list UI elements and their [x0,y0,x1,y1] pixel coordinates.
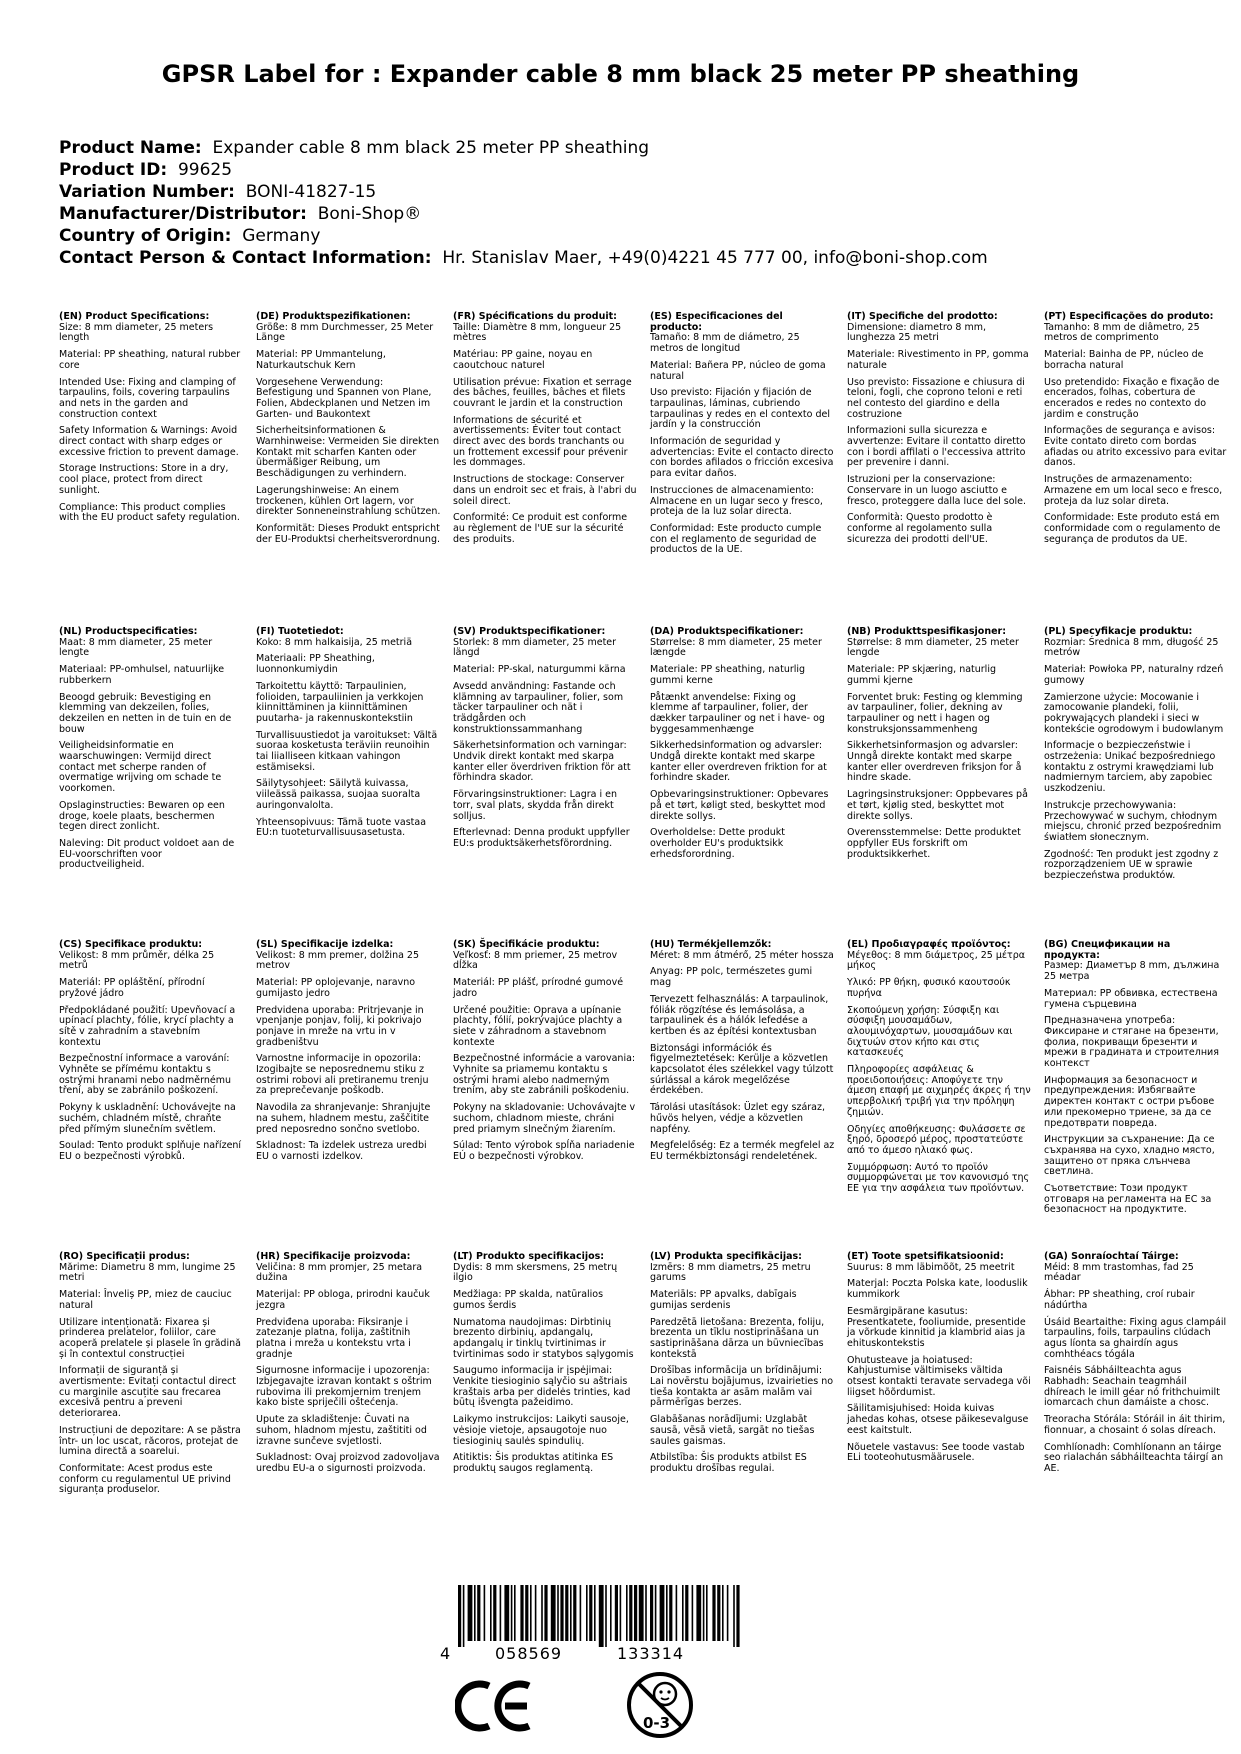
spec-block-line: Faisnéis Sábháilteachta agus Rabhadh: Seachain teagmháil dhíreach le imill géar nó frithchuimilt iomarcach chun damáiste a chosc. [1044,1365,1220,1409]
spec-block-line: Izmērs: 8 mm diametrs, 25 metru garums [650,1261,811,1284]
barcode-bar [692,1585,694,1641]
barcode-bar [722,1585,724,1641]
barcode-bar [682,1585,684,1641]
spec-block-line: Material: PP Ummantelung, Naturkautschuk Kern [256,349,386,371]
barcode-bar [511,1585,513,1641]
meta-label: Country of Origin: [59,226,232,246]
not-suitable-under-3-icon [625,1670,695,1745]
spec-block [453,627,638,850]
spec-block-line: Uso previsto: Fijación y fijación de tarpaulinas, láminas, cubriendo tarpaulinas y redes en el contexto del jardín y la construcción [650,387,830,431]
meta-row [59,137,1219,159]
barcode-bar [650,1585,653,1641]
spec-block [1044,1252,1229,1475]
product-meta [59,137,1219,269]
spec-block-heading: (SL) Specifikacije izdelka: [256,939,394,950]
barcode-bar [634,1585,637,1641]
spec-block-line: Material: PP-skal, naturgummi kärna [453,664,626,676]
spec-block-heading: (LT) Produkto specifikacijos: [453,1251,605,1262]
spec-block-line: Overensstemmelse: Dette produktet oppfyller EUs forskrift om produktsikkerhet. [847,827,1021,860]
spec-block-line: Méid: 8 mm trastomhas, fad 25 méadar [1044,1261,1194,1284]
barcode-bar [669,1585,672,1641]
spec-block-line: Σκοπούμενη χρήση: Σύσφιξη και σύσφιξη μουσαμάδων, αλουμινόχαρτων, μουσαμάδων και διχτυών στον κήπο και στις κατασκευές [847,1004,1013,1059]
meta-row [59,159,1219,181]
barcode-bar [589,1585,592,1641]
spec-block-line: Tárolási utasítások: Üzlet egy száraz, hűvös helyen, védje a közvetlen napfény. [650,1102,825,1135]
spec-block-heading: (EL) Προδιαγραφές προϊόντος: [847,939,1011,950]
barcode-bar [733,1585,735,1647]
barcode-bar [573,1585,576,1641]
barcode-bar [703,1585,705,1641]
barcode-bar [610,1585,612,1641]
spec-block-line: Tervezett felhasználás: A tarpaulinok, fóliák rögzítése és lemásolása, a tarpaulinek és a hálók lefedése a kertben és az építési kontextusban [650,993,829,1037]
spec-block-line: Säilitamisjuhised: Hoida kuivas jahedas kohas, otsese päikesevalguse eest kaitstult. [847,1403,1029,1436]
spec-block-line: Размер: Диаметър 8 mm, дължина 25 метра [1044,960,1220,983]
spec-block-line: Materiaal: PP-omhulsel, natuurlijke rubberkern [59,664,225,686]
spec-block-line: Οδηγίες αποθήκευσης: Φυλάσσετε σε ξηρό, δροσερό μέρος, προστατεύστε από το άμεσο ηλιακό φως. [847,1123,1026,1156]
spec-block-line: Storlek: 8 mm diameter, 25 meter längd [453,636,617,659]
barcode-bar [565,1585,568,1641]
barcode-bar [712,1585,715,1641]
spec-block-line: Материал: PP обвивка, естествена гумена сърцевина [1044,987,1218,1010]
meta-label: Product ID: [59,160,168,180]
spec-block-line: Méret: 8 mm átmérő, 25 méter hossza [650,949,834,961]
barcode-bar [727,1585,729,1641]
spec-block-line: Comhlíonadh: Comhlíonann an táirge seo rialachán sábháilteachta táirgí an AE. [1044,1441,1224,1474]
spec-block-line: Predvidena uporaba: Pritrjevanje in vpenjanje ponjav, folij, ki pokrivajo ponjave in mreže na vrtu in v gradbeništvu [256,1004,424,1048]
spec-block-line: Forventet bruk: Festing og klemming av tarpauliner, folier, dekning av tarpauliner og nett i hagen og konstruksjonssammenheng [847,691,1023,735]
spec-block-line: Πληροφορίες ασφάλειας & προειδοποιήσεις: Αποφύγετε την άμεση επαφή με αιχμηρές άκρες ή την υπερβολική τριβή για την πρόληψη ζημιών. [847,1064,1031,1118]
spec-block-line: Uso previsto: Fissazione e chiusura di teloni, fogli, che coprono teloni e reti nel contesto del giardino e della costruzione [847,376,1025,420]
barcode-bar [484,1585,486,1641]
barcode-bar [580,1585,582,1641]
spec-block-line: Materiál: PP opláštění, přírodní pryžové jádro [59,977,205,999]
spec-block-line: Informazioni sulla sicurezza e avvertenze: Evitare il contatto diretto con i bordi affilati o l'eccessiva attrito per prevenire i danni. [847,425,1026,469]
barcode-bar [706,1585,708,1641]
spec-block-line: Istruzioni per la conservazione: Conservare in un luogo asciutto e fresco, proteggere dalla luce del sole. [847,474,1027,507]
barcode-bar [530,1585,532,1641]
spec-block-line: Veiligheidsinformatie en waarschuwingen: Vermijd direct contact met scherpe randen of overmatige wrijving om schade te voorkomen. [59,740,222,795]
spec-block-line: Conformité: Ce produit est conforme au règlement de l'UE sur la sécurité des produits. [453,512,628,545]
spec-block-line: Ábhar: PP sheathing, croí rubair nádúrtha [1044,1289,1195,1311]
spec-block-line: Matériau: PP gaine, noyau en caoutchouc naturel [453,349,593,371]
barcode-bar [605,1585,607,1647]
spec-block-line: Materiāls: PP apvalks, dabīgais gumijas serdenis [650,1289,797,1311]
spec-block [256,1252,441,1475]
spec-block-line: Sicherheitsinformationen & Warnhinweise: Vermeiden Sie direkten Kontakt mit scharfen Kanten oder übermäßiger Reibung, um Beschädigungen zu verhindern. [256,425,440,480]
barcode-bar [570,1585,572,1641]
spec-block-line: Eesmärgipärane kasutus: Presentkatete, fooliumide, presentide ja võrkude kinnitid ja klambrid aias ja ehituskontekstis [847,1305,1026,1349]
spec-block-line: Mărime: Diametru 8 mm, lungime 25 metri [59,1261,236,1284]
barcode-bar [463,1585,465,1647]
spec-block [59,312,244,524]
spec-block-line: Conformità: Questo prodotto è conforme al regolamento sulla sicurezza dei prodotti dell'UE. [847,512,993,545]
spec-block-line: Size: 8 mm diameter, 25 meters length [59,321,214,344]
meta-label: Manufacturer/Distributor: [59,204,307,224]
spec-block [256,312,441,545]
barcode-bar [514,1585,516,1641]
spec-block-heading: (NL) Productspecificaties: [59,626,198,637]
spec-block [453,312,638,545]
spec-block-line: Predviđena uporaba: Fiksiranje i zatezanje platna, folija, zaštitnih platna i mreža u kontekstu vrta i gradnje [256,1316,411,1360]
barcode-bar [717,1585,720,1641]
page-title: GPSR Label for : Expander cable 8 mm black 25 meter PP sheathing [161,60,1080,88]
spec-block-line: Bezpečnostní informace a varování: Vyhněte se přímému kontaktu s ostrými hranami nebo nadměrnému tření, aby se zabránilo poškození. [59,1053,232,1097]
spec-block-line: Předpokládané použití: Upevňovací a upínací plachty, fólie, krycí plachty a sítě v zahradním a stavebním kontextu [59,1004,236,1048]
spec-block-line: Größe: 8 mm Durchmesser, 25 Meter Länge [256,321,434,344]
spec-block-line: Информация за безопасност и предупреждения: Избягвайте директен контакт с остри ръбове или прекомерно триене, за да се предотврати повреда. [1044,1074,1215,1129]
spec-block-line: Yhteensopivuus: Tämä tuote vastaa EU:n tuoteturvallisuusasetusta. [256,816,427,839]
spec-block-heading: (DE) Produktspezifikationen: [256,311,411,322]
barcode-bar [474,1585,476,1641]
spec-block-line: Velikost: 8 mm premer, dolžina 25 metrov [256,949,420,972]
meta-value: Expander cable 8 mm black 25 meter PP sheathing [212,138,650,158]
meta-row [59,203,1219,225]
spec-block-line: Upute za skladištenje: Čuvati na suhom, hladnom mjestu, zaštititi od izravne sunčeve svjetlosti. [256,1414,427,1447]
barcode-bar [477,1585,480,1641]
spec-block [256,940,441,1163]
spec-block-line: Veličina: 8 mm promjer, 25 metara dužina [256,1261,423,1284]
spec-block [59,627,244,871]
spec-block-line: Sikkerhedsinformation og advarsler: Undgå direkte kontakt med skarpe kanter eller overdreven friktion for at forhindre skader. [650,740,827,784]
spec-block-line: Material: Bañera PP, núcleo de goma natural [650,359,826,382]
spec-block-line: Instruções de armazenamento: Armazene em um local seco e fresco, proteja da luz solar direta. [1044,474,1223,507]
barcode-bar [504,1585,509,1641]
spec-block-line: Instrukcje przechowywania: Przechowywać w suchym, chłodnym miejscu, chronić przed bezpośrednim światłem słonecznym. [1044,799,1222,843]
barcode-bar [666,1585,668,1641]
spec-block-line: Material: PP sheathing, natural rubber core [59,349,241,371]
spec-block-line: Koko: 8 mm halkaisija, 25 metriä [256,636,413,648]
spec-block-line: Tamaño: 8 mm de diámetro, 25 metros de longitud [650,332,800,355]
barcode-bar [490,1585,492,1641]
spec-block-line: Turvallisuustiedot ja varoitukset: Vältä suoraa kosketusta teräviin reunoihin tai liialliseen kitkaan vahingon estämiseksi. [256,729,438,773]
barcode-bar [468,1585,473,1641]
spec-block-line: Materiał: Powłoka PP, naturalny rdzeń gumowy [1044,664,1224,686]
spec-block-heading: (LV) Produkta specifikācijas: [650,1251,802,1262]
barcode-digit-first: 4 [440,1644,451,1663]
barcode-bar [594,1585,596,1641]
barcode-bar [493,1585,496,1641]
barcode-bar [645,1585,647,1641]
spec-block-line: Opslaginstructies: Bewaren op een droge, koele plaats, beschermen tegen direct zonlicht. [59,799,225,833]
spec-block-line: Uso pretendido: Fixação e fixação de encerados, folhas, cobertura de encerados e redes no contexto do jardim e construção [1044,376,1220,420]
spec-block-heading: (HU) Termékjellemzők: [650,939,772,950]
barcode-bar [544,1585,547,1641]
barcode-bar [736,1585,739,1647]
spec-block [650,1252,835,1475]
barcode-bar [551,1585,556,1641]
spec-block [453,1252,638,1475]
spec-block-heading: (PT) Especificações do produto: [1044,311,1214,322]
spec-block-heading: (GA) Sonraíochtaí Táirge: [1044,1251,1179,1262]
spec-block-heading: (RO) Specificații produs: [59,1251,190,1262]
spec-block-line: Lagerungshinweise: An einem trockenen, kühlen Ort lagern, vor direkter Sonneneinstrahlung schützen. [256,484,441,518]
barcode [440,1585,760,1665]
spec-block-line: Efterlevnad: Denna produkt uppfyller EU:s produktsäkerhetsförordning. [453,827,630,849]
spec-block-heading: (HR) Specifikacije proizvoda: [256,1251,411,1262]
barcode-bar [620,1585,622,1641]
spec-block-line: Rozmiar: Średnica 8 mm, długość 25 metrów [1044,636,1219,659]
spec-block-line: Utilizare intenționată: Fixarea și prinderea prelatelor, foliilor, care acoperă prelatele și plasele în grădină și în contextul construcției [59,1316,241,1360]
spec-block-line: Soulad: Tento produkt splňuje nařízení EU o bezpečnosti výrobků. [59,1140,242,1162]
spec-block-line: Bezpečnostné informácie a varovania: Vyhnite sa priamemu kontaktu s ostrými hrami alebo nadmerným trením, aby ste zabránili poškodeniu. [453,1053,636,1097]
spec-block-line: Lagringsinstruksjoner: Oppbevares på et tørt, kjølig sted, beskyttet mot direkte sollys. [847,789,1028,822]
spec-block-line: Informații de siguranță și avertismente: Evitați contactul direct cu marginile ascuțite sau frecarea excesivă pentru a preveni deteriorarea. [59,1365,237,1420]
spec-block-heading: (FR) Spécifications du produit: [453,311,617,322]
spec-block-line: Materjal: Poczta Polska kate, looduslik kummikork [847,1278,1028,1301]
spec-block-line: Paredzētā lietošana: Brezenta, foliju, brezenta un tīklu nostiprināšana un sastiprināšana dārza un būvniecības kontekstā [650,1316,825,1360]
spec-block-line: Súlad: Tento výrobok spĺňa nariadenie EÚ o bezpečnosti výrobkov. [453,1140,635,1162]
spec-block-line: Sigurnosne informacije i upozorenja: Izbjegavajte izravan kontakt s oštrim rubovima ili prekomjernim trenjem kako biste spriječili oštećenja. [256,1365,432,1409]
spec-block-line: Förvaringsinstruktioner: Lagra i en torr, sval plats, skydda från direkt solljus. [453,789,618,822]
meta-row [59,225,1219,247]
spec-block-line: Størrelse: 8 mm diameter, 25 meter lengde [847,636,1019,659]
spec-block-line: Material: Înveliș PP, miez de cauciuc natural [59,1289,232,1311]
spec-block-heading: (ES) Especificaciones del producto: [650,311,783,333]
spec-block-heading: (NB) Produkttspesifikasjoner: [847,626,1007,637]
meta-value: 99625 [177,160,233,180]
spec-block [1044,940,1229,1216]
spec-block [59,1252,244,1496]
spec-block-heading: (ET) Toote spetsifikatsioonid: [847,1251,1004,1262]
spec-block [59,940,244,1163]
spec-block-line: Información de seguridad y advertencias: Evite el contacto directo con bordes afilados o fricción excesiva para evitar daños. [650,436,834,480]
spec-block-line: Materiale: PP skjæring, naturlig gummi kjerne [847,664,996,686]
barcode-bar [626,1585,628,1641]
spec-block-line: Zamierzone użycie: Mocowanie i zamocowanie plandeki, folii, pokrywających plandeki i sieci w kontekście ogrodowym i budowlanym [1044,691,1224,735]
barcode-bar [629,1585,632,1641]
spec-block-heading: (DA) Produktspecifikationer: [650,626,804,637]
spec-block-line: Naleving: Dit product voldoet aan de EU-voorschriften voor productveiligheid. [59,837,235,871]
spec-block-heading: (PL) Specyfikacje produktu: [1044,626,1193,637]
spec-block-line: Påtænkt anvendelse: Fixing og klemme af tarpauliner, folier, der dækker tarpauliner og net i have- og byggesammenhænge [650,691,825,735]
spec-block [650,627,835,860]
barcode-bar [520,1585,523,1641]
barcode-bar [685,1585,688,1641]
spec-block-line: Ohutusteave ja hoiatused: Kahjustumise vältimiseks vältida otsest kontakti teravate servadega või liigset hõõrdumist. [847,1354,1031,1398]
spec-block-line: Materijal: PP obloga, prirodni kaučuk jezgra [256,1289,430,1311]
spec-block-line: Informacje o bezpieczeństwie i ostrzeżenia: Unikać bezpośredniego kontaktu z ostrymi krawędziami lub nadmiernym tarciem, aby zapobiec uszkodzeniu. [1044,740,1216,795]
spec-block-line: Numatoma naudojimas: Dirbtinių brezento dirbinių, apdangalų, apdangalų ir tinklų tvirtinimas ir tvirtinimas sodo ir statybos sąlygomis [453,1316,634,1360]
barcode-bar [639,1585,644,1641]
spec-block-line: Materiale: PP sheathing, naturlig gummi kerne [650,664,806,686]
spec-block-line: Informações de segurança e avisos: Evite contato direto com bordas afiadas ou atrito excessivo para evitar danos. [1044,425,1227,469]
spec-block-line: Materiale: Rivestimento in PP, gomma naturale [847,349,1029,371]
spec-block-line: Material: PP oplojevanje, naravno gumijasto jedro [256,977,416,999]
meta-row [59,247,1219,269]
spec-block-heading: (FI) Tuotetiedot: [256,626,344,637]
barcode-bar [535,1585,537,1641]
meta-label: Variation Number: [59,182,235,202]
spec-block-line: Biztonsági információk és figyelmeztetések: Kerülje a közvetlen kapcsolatot éles szélekkel vagy túlzott súrlással a károk megelőzése érdekében. [650,1042,834,1097]
spec-block-line: Opbevaringsinstruktioner: Opbevares på et tørt, køligt sted, beskyttet mod direkte sollys. [650,789,829,822]
meta-label: Contact Person & Contact Information: [59,248,432,268]
barcode-bar [458,1585,461,1647]
barcode-bar [560,1585,563,1641]
spec-block-line: Υλικό: PP θήκη, φυσικό καουτσούκ πυρήνα [847,977,1011,999]
barcode-digits-right: 133314 [617,1644,685,1663]
spec-block [1044,312,1229,545]
spec-block [256,627,441,839]
spec-block-line: Intended Use: Fixing and clamping of tarpaulins, foils, covering tarpaulins and nets in the garden and construction context [59,376,236,420]
spec-block-line: Tarkoitettu käyttö: Tarpaulinien, folioiden, tarpauliinien ja verkkojen kiinnittäminen ja kiinnittäminen puutarha- ja rakennuskontekstiin [256,680,424,724]
barcode-bar [615,1585,618,1641]
spec-block-line: Beoogd gebruik: Bevestiging en klemming van dekzeilen, folies, dekzeilen en netten in de tuin en de bouw [59,691,232,735]
barcode-bar [676,1585,678,1641]
spec-block-line: Informations de sécurité et avertissements: Éviter tout contact direct avec des bords tranchants ou un frottement excessif pour prévenir les dommages. [453,414,628,469]
spec-block-line: Varnostne informacije in opozorila: Izogibajte se neposrednemu stiku z ostrimi robovi ali pretiranemu trenju za preprečevanje poškodb. [256,1053,429,1097]
spec-block-line: Vorgesehene Verwendung: Befestigung und Spannen von Plane, Folien, Abdeckplanen und Netzen im Garten- und Baukontext [256,376,432,420]
spec-block-line: Conformitate: Acest produs este conform cu regulamentul UE privind siguranța produselor. [59,1462,231,1496]
spec-block-heading: (IT) Specifiche del prodotto: [847,311,998,322]
spec-block-line: Medžiaga: PP skalda, natūralios gumos šerdis [453,1289,604,1311]
spec-block-line: Съответствие: Този продукт отговаря на регламента на ЕС за безопасност на продуктите. [1044,1183,1212,1216]
meta-value: Boni-Shop® [317,204,422,224]
barcode-bar [660,1585,665,1641]
spec-block-line: Tamanho: 8 mm de diâmetro, 25 metros de comprimento [1044,321,1200,344]
spec-block-line: Pokyny k uskladnění: Uchovávejte na suchém, chladném místě, chraňte před přímým slunečním světlem. [59,1102,236,1135]
spec-block-line: Megfelelőség: Ez a termék megfelel az EU termékbiztonsági rendeletének. [650,1140,835,1162]
spec-block-line: Glabāšanas norādījumi: Uzglabāt sausā, vēsā vietā, sargāt no tiešas saules gaismas. [650,1414,815,1447]
barcode-bar [696,1585,701,1641]
spec-block-line: Sikkerhetsinformasjon og advarsler: Unngå direkte kontakt med skarpe kanter eller overdreven friksjon for å hindre skade. [847,740,1022,784]
spec-block-line: Säilytysohjeet: Säilytä kuivassa, viileässä paikassa, suojaa suoralta auringonvalolta. [256,778,421,811]
spec-block-heading: (BG) Спецификации на продукта: [1044,939,1171,961]
spec-block-heading: (SV) Produktspecifikationer: [453,626,606,637]
spec-block-line: Μέγεθος: 8 mm διάμετρος, 25 μέτρα μήκος [847,949,1026,972]
spec-block-line: Storage Instructions: Store in a dry, cool place, protect from direct sunlight. [59,463,229,496]
spec-block-line: Säkerhetsinformation och varningar: Undvik direkt kontakt med skarpa kanter eller överdriven friktion för att förhindra skador. [453,740,631,784]
spec-block-line: Dydis: 8 mm skersmens, 25 metrų ilgio [453,1261,618,1284]
spec-block-line: Instrucțiuni de depozitare: A se păstra într- un loc uscat, răcoros, protejat de lumina directă a soarelui. [59,1424,241,1458]
barcode-bar [586,1585,588,1641]
barcode-bar [599,1585,604,1647]
spec-block [847,312,1032,545]
spec-block-line: Avsedd användning: Fastande och klämning av tarpauliner, folier, som täcker tarpauliner och nät i trädgården och konstruktionssammanhang [453,680,624,735]
ce-mark-icon [455,1678,535,1739]
meta-value: Hr. Stanislav Maer, +49(0)4221 45 777 00, info@boni-shop.com [442,248,988,268]
barcode-digits-left: 058569 [495,1644,563,1663]
spec-block-line: Materiaali: PP Sheathing, luonnonkumiydin [256,653,375,676]
spec-block-line: Størrelse: 8 mm diameter, 25 meter længde [650,636,822,659]
spec-block [847,627,1032,860]
spec-block-line: Предназначена употреба: Фиксиране и стягане на брезенти, фолиа, покриващи брезенти и мрежи в градината и строителния контекст [1044,1015,1219,1070]
spec-block [847,1252,1032,1464]
spec-block-line: Atitiktis: Šis produktas atitinka ES produktų saugos reglamentą. [453,1452,614,1474]
spec-block-line: Pokyny na skladovanie: Uchovávajte v suchom, chladnom mieste, chráni pred priamym slnečným žiarením. [453,1102,636,1135]
spec-block [650,940,835,1163]
spec-block-line: Dimensione: diametro 8 mm, lunghezza 25 metri [847,321,986,344]
spec-block-line: Velikost: 8 mm průměr, délka 25 metrů [59,949,215,972]
spec-block-line: Utilisation prévue: Fixation et serrage des bâches, feuilles, bâches et filets couvrant le jardin et la construction [453,376,632,409]
spec-block-line: Maat: 8 mm diameter, 25 meter lengte [59,636,213,659]
spec-block [453,940,638,1163]
barcode-bar [557,1585,559,1641]
spec-block-line: Treoracha Stórála: Stóráil in áit thirim, fionnuar, a chosaint ó solas díreach. [1044,1414,1226,1436]
spec-block-line: Overholdelse: Dette produkt overholder EU's produktsikk erhedsforordning. [650,827,785,860]
spec-block-line: Material: Bainha de PP, núcleo de borracha natural [1044,349,1204,371]
spec-block-line: Určené použitie: Oprava a upínanie plachty, fólií, pokrývajúce plachty a siete v záhradnom a stavebnom kontexte [453,1004,623,1048]
spec-block-line: Instrucciones de almacenamiento: Almacene en un lugar seco y fresco, proteja de la luz solar directa. [650,484,823,518]
spec-block [1044,627,1229,882]
age-warning-text: 0-3 [643,1714,671,1732]
spec-block-line: Materiál: PP plášť, prírodné gumové jadro [453,977,624,999]
barcode-bar [525,1585,528,1641]
spec-block [847,940,1032,1195]
spec-block-line: Nõuetele vastavus: See toode vastab ELi tooteohutusmäärusele. [847,1441,1025,1464]
meta-value: BONI-41827-15 [245,182,377,202]
spec-block-line: Drošības informācija un brīdinājumi: Lai novērstu bojājumus, izvairieties no tieša kontakta ar asām malām vai pārmērīgas berzes. [650,1365,834,1409]
spec-block-heading: (SK) Špecifikácie produktu: [453,939,600,950]
spec-block-heading: (EN) Product Specifications: [59,311,210,322]
spec-block-line: Suurus: 8 mm läbimõõt, 25 meetrit [847,1261,1015,1273]
spec-block-line: Úsáid Beartaithe: Fixing agus clampáil tarpaulins, foils, tarpaulins clúdach agus líonta sa ghairdín agus comhthéacs tógála [1044,1316,1227,1360]
spec-block-line: Compliance: This product complies with the EU product safety regulation. [59,501,240,524]
spec-block-line: Saugumo informacija ir įspėjimai: Venkite tiesioginio sąlyčio su aštriais kraštais arba per didelės trinties, kad būtų išvengta pažeidimo. [453,1365,631,1409]
spec-block-line: Skladnost: Ta izdelek ustreza uredbi EU o varnosti izdelkov. [256,1140,427,1162]
spec-block-line: Anyag: PP polc, természetes gumi mag [650,966,813,989]
spec-block-line: Safety Information & Warnings: Avoid direct contact with sharp edges or excessive friction to prevent damage. [59,425,239,458]
spec-block-line: Συμμόρφωση: Αυτό το προϊόν συμμορφώνεται με τον κανονισμό της ΕΕ για την ασφάλεια των προϊόντων. [847,1161,1030,1195]
barcode-bar [500,1585,502,1641]
meta-value: Germany [242,226,321,246]
barcode-bar [655,1585,657,1641]
spec-block-line: Инструкции за съхранение: Да се съхранява на сухо, хладно място, защитено от пряка слънчева светлина. [1044,1134,1215,1178]
barcode-bar [541,1585,543,1641]
spec-block-line: Conformidade: Este produto está em conformidade com o regulamento de segurança de produtos da UE. [1044,512,1221,545]
spec-block [650,312,835,556]
spec-block-line: Konformität: Dieses Produkt entspricht der EU-Produktsi cherheitsverordnung. [256,522,441,545]
spec-block-line: Atbilstība: Šis produkts atbilst ES produktu drošības regulai. [650,1452,807,1474]
spec-block-line: Sukladnost: Ovaj proizvod zadovoljava uredbu EU-a o sigurnosti proizvoda. [256,1452,440,1474]
spec-block-line: Veľkosť: 8 mm priemer, 25 metrov dĺžka [453,949,618,972]
spec-block-line: Taille: Diamètre 8 mm, longueur 25 mètres [453,321,622,344]
meta-row [59,181,1219,203]
meta-label: Product Name: [59,138,202,158]
barcode-bars [440,1585,760,1647]
spec-block-heading: (CS) Specifikace produktu: [59,939,203,950]
spec-block-line: Conformidad: Este producto cumple con el reglamento de seguridad de productos de la UE. [650,522,822,556]
spec-block-line: Navodila za shranjevanje: Shranjujte na suhem, hladnem mestu, zaščitite pred neposredno sončno svetlobo. [256,1102,431,1135]
spec-block-line: Instructions de stockage: Conserver dans un endroit sec et frais, à l'abri du soleil direct. [453,474,637,507]
spec-block-line: Zgodność: Ten produkt jest zgodny z rozporządzeniem UE w sprawie bezpieczeństwa produktów. [1044,848,1219,882]
spec-block-line: Laikymo instrukcijos: Laikyti sausoje, vėsioje vietoje, apsaugotoje nuo tiesioginių saulės spindulių. [453,1414,629,1447]
